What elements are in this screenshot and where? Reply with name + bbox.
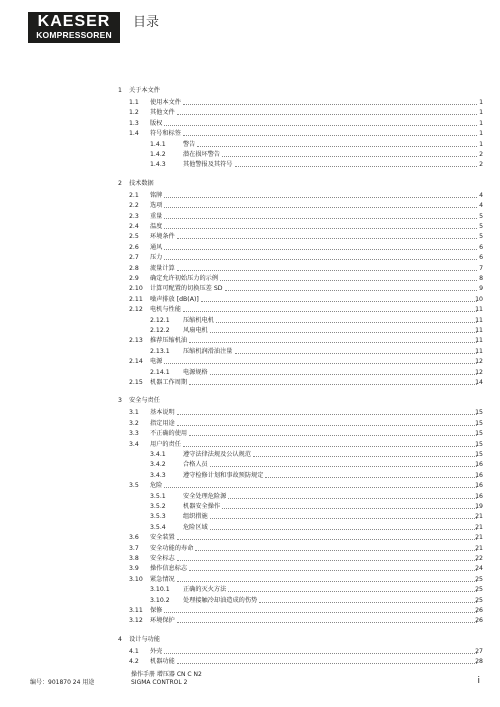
toc-entry-number: 2.12.2 <box>150 327 170 334</box>
toc-entry-title: 符号和标签 <box>150 130 181 138</box>
toc-entry[interactable] <box>0 160 500 170</box>
toc-entry-page: 15 <box>475 430 483 438</box>
toc-entry[interactable] <box>0 635 500 645</box>
toc-entry-number: 2.3 <box>129 212 139 220</box>
toc-entry-number: 3.4.2 <box>150 461 166 469</box>
toc-leader-dots <box>265 471 477 478</box>
toc-leader-dots <box>225 284 477 291</box>
toc-leader-dots <box>210 368 477 375</box>
toc-entry[interactable] <box>0 396 500 406</box>
toc-entry-number: 3.11 <box>129 607 143 614</box>
toc-leader-dots <box>177 232 477 239</box>
toc-leader-dots <box>164 222 477 229</box>
toc-entry-title: 噪声排放 [dB(A)] <box>150 295 199 303</box>
toc-entry[interactable] <box>0 502 500 512</box>
toc-entry-page: 25 <box>475 586 483 594</box>
toc-entry[interactable] <box>0 616 500 626</box>
toc-entry[interactable] <box>0 440 500 450</box>
toc-entry-title: 安全处理危险源 <box>183 492 227 500</box>
toc-entry[interactable] <box>0 647 500 657</box>
toc-entry[interactable] <box>0 316 500 326</box>
toc-entry-title: 压缩机电机 <box>183 316 214 324</box>
toc-entry-title: 压力 <box>150 254 163 262</box>
toc-entry-title: 通风 <box>150 243 163 251</box>
toc-leader-dots <box>164 212 477 219</box>
toc-entry-number: 2.2 <box>129 202 139 210</box>
toc-entry-page: 11 <box>475 337 483 345</box>
toc-entry-page: 21 <box>475 534 483 542</box>
toc-entry-page: 22 <box>475 555 483 562</box>
toc-entry-title: 潜在损坏警告 <box>183 151 221 158</box>
manual-subtitle: SIGMA CONTROL 2 <box>131 679 188 686</box>
toc-entry-number: 1.4.1 <box>150 140 166 148</box>
toc-entry-number: 1 <box>118 87 122 94</box>
toc-entry-number: 3 <box>118 397 122 405</box>
toc-entry-page: 12 <box>475 358 483 366</box>
toc-entry-title: 遵守法律法规及公认规范 <box>183 451 252 458</box>
toc-leader-dots <box>164 481 477 488</box>
toc-entry-number: 3.4.1 <box>150 451 166 458</box>
toc-leader-dots <box>177 264 477 271</box>
toc-entry[interactable] <box>0 460 500 470</box>
toc-entry-title: 版权 <box>150 119 163 127</box>
toc-entry[interactable] <box>0 98 500 108</box>
manual-title: 操作手册 增压器 CN C N2 <box>131 671 202 678</box>
toc-entry-number: 1.1 <box>129 99 139 106</box>
toc-entry-page: 15 <box>475 419 483 427</box>
toc-entry-number: 1.4.3 <box>150 161 166 169</box>
toc-leader-dots <box>183 440 477 447</box>
toc-entry-number: 2.11 <box>129 295 143 303</box>
toc-entry-title: 电源 <box>150 358 163 366</box>
toc-leader-dots <box>177 533 477 540</box>
toc-entry-title: 安全装置 <box>150 534 175 542</box>
toc-entry-page: 14 <box>475 379 483 386</box>
toc-entry-title: 推荐压缩机油 <box>150 337 188 345</box>
toc-entry-number: 2.5 <box>129 233 139 241</box>
toc-entry-page: 21 <box>475 523 483 531</box>
toc-entry-title: 关于本文件 <box>129 87 160 94</box>
toc-entry-page: 11 <box>475 327 483 334</box>
toc-entry-title: 危险区域 <box>183 523 208 531</box>
toc-entry-title: 铭牌 <box>150 191 163 199</box>
toc-entry[interactable] <box>0 284 500 294</box>
toc-entry-number: 3.7 <box>129 544 139 552</box>
toc-entry-page: 15 <box>475 409 483 417</box>
toc-entry-number: 3.6 <box>129 534 139 542</box>
document-number: 编号：901870 24 用途 <box>30 679 95 686</box>
toc-entry-page: 2 <box>479 161 483 169</box>
toc-entry[interactable] <box>0 140 500 150</box>
toc-entry-title: 合格人员 <box>183 461 208 469</box>
toc-entry-page: 5 <box>479 233 483 241</box>
toc-entry-title: 保修 <box>150 607 163 614</box>
toc-entry-page: 2 <box>479 151 483 158</box>
toc-entry[interactable] <box>0 450 500 460</box>
toc-entry-number: 2.12.1 <box>150 316 170 324</box>
toc-entry[interactable] <box>0 408 500 418</box>
toc-entry[interactable] <box>0 179 500 189</box>
toc-entry-title: 操作信息标志 <box>150 565 188 573</box>
toc-leader-dots <box>164 243 477 250</box>
toc-leader-dots <box>177 419 477 426</box>
toc-entry-title: 环境保护 <box>150 617 175 625</box>
toc-leader-dots <box>228 585 477 592</box>
toc-leader-dots <box>253 450 477 457</box>
toc-entry[interactable] <box>0 368 500 378</box>
toc-leader-dots <box>183 98 477 105</box>
toc-entry[interactable] <box>0 336 500 346</box>
toc-leader-dots <box>189 429 477 436</box>
toc-entry-page: 24 <box>475 565 483 573</box>
toc-entry-number: 1.4.2 <box>150 151 166 158</box>
toc-entry[interactable] <box>0 274 500 284</box>
toc-entry-page: 1 <box>479 109 483 117</box>
toc-entry-title: 遵守检修计划和事故预防规定 <box>183 471 264 479</box>
toc-entry[interactable] <box>0 232 500 242</box>
toc-entry-page: 4 <box>479 202 483 210</box>
toc-entry-page: 6 <box>479 243 483 251</box>
page-footer <box>0 660 500 707</box>
toc-entry[interactable] <box>0 253 500 263</box>
toc-entry-title: 设计与功能 <box>129 635 160 643</box>
toc-leader-dots <box>210 523 477 530</box>
toc-entry-page: 1 <box>479 119 483 127</box>
toc-leader-dots <box>189 336 477 343</box>
toc-entry-number: 3.10 <box>129 575 143 583</box>
toc-entry-number: 2.14.1 <box>150 368 170 376</box>
toc-entry-number: 3.4 <box>129 440 139 448</box>
toc-entry[interactable] <box>0 564 500 574</box>
toc-leader-dots <box>197 140 477 147</box>
toc-entry-page: 21 <box>475 544 483 552</box>
toc-entry-page: 9 <box>479 285 483 293</box>
toc-entry-title: 安全与责任 <box>129 397 160 405</box>
toc-entry[interactable] <box>0 129 500 139</box>
toc-entry-page: 26 <box>475 607 483 614</box>
toc-leader-dots <box>164 357 477 364</box>
toc-leader-dots <box>164 647 477 654</box>
logo-line2: KOMPRESSOREN <box>36 30 112 40</box>
toc-entry-number: 3.8 <box>129 555 139 562</box>
toc-entry-page: 27 <box>475 647 483 655</box>
toc-entry-title: 机器功能 <box>150 658 175 666</box>
toc-entry-page: 6 <box>479 254 483 262</box>
toc-entry-number: 3.4.3 <box>150 471 166 479</box>
toc-entry-title: 正确的灭火方法 <box>183 586 227 594</box>
toc-entry-title: 安全功能的寿命 <box>150 544 194 552</box>
toc-leader-dots <box>164 253 477 260</box>
toc-entry-number: 3.5 <box>129 482 139 490</box>
toc-entry-number: 3.5.1 <box>150 492 166 500</box>
toc-leader-dots <box>210 326 477 333</box>
toc-entry-page: 1 <box>479 140 483 148</box>
toc-entry-number: 3.9 <box>129 565 139 573</box>
toc-entry-page: 8 <box>479 275 483 282</box>
toc-entry[interactable] <box>0 264 500 274</box>
toc-entry-number: 2.14 <box>129 358 143 366</box>
toc-entry[interactable] <box>0 585 500 595</box>
toc-leader-dots <box>183 129 477 136</box>
toc-leader-dots <box>177 575 477 582</box>
toc-entry-page: 16 <box>475 492 483 500</box>
toc-entry[interactable] <box>0 108 500 118</box>
toc-leader-dots <box>195 544 477 551</box>
toc-entry-title: 指定用途 <box>150 419 175 427</box>
toc-entry-page: 7 <box>479 264 483 272</box>
toc-entry[interactable] <box>0 575 500 585</box>
toc-entry[interactable] <box>0 326 500 336</box>
toc-entry-page: 25 <box>475 575 483 583</box>
toc-leader-dots <box>164 606 477 613</box>
toc-entry[interactable] <box>0 295 500 305</box>
toc-entry-title: 用户的责任 <box>150 440 181 448</box>
toc-entry-number: 1.2 <box>129 109 139 117</box>
toc-entry-number: 3.5.4 <box>150 523 166 531</box>
toc-entry[interactable] <box>0 419 500 429</box>
toc-leader-dots <box>164 201 477 208</box>
toc-leader-dots <box>259 596 477 603</box>
toc-entry-page: 25 <box>475 596 483 604</box>
toc-entry-number: 1.3 <box>129 119 139 127</box>
toc-entry-number: 2.4 <box>129 223 139 230</box>
toc-entry-title: 流量计算 <box>150 264 175 272</box>
toc-entry-title: 电机与性能 <box>150 306 181 314</box>
toc-leader-dots <box>210 460 477 467</box>
toc-entry-page: 19 <box>475 503 483 510</box>
page-header <box>0 0 500 52</box>
toc-entry-number: 2.13 <box>129 337 143 345</box>
toc-entry[interactable] <box>0 212 500 222</box>
toc-entry-title: 处理接触冷却油造成的伤势 <box>183 596 258 604</box>
toc-entry-title: 组织措施 <box>183 513 208 521</box>
toc-entry[interactable] <box>0 243 500 253</box>
toc-entry-number: 4.1 <box>129 647 139 655</box>
toc-leader-dots <box>228 492 477 499</box>
toc-entry[interactable] <box>0 191 500 201</box>
toc-entry[interactable] <box>0 201 500 211</box>
toc-entry-number: 2.1 <box>129 191 139 199</box>
kaeser-logo <box>28 12 120 43</box>
toc-entry-number: 2 <box>118 179 122 187</box>
toc-entry-title: 机器安全操作 <box>183 503 221 510</box>
toc-entry-title: 警告 <box>183 140 196 148</box>
toc-entry-title: 温度 <box>150 223 163 230</box>
toc-entry-page: 11 <box>475 316 483 324</box>
toc-entry[interactable] <box>0 523 500 533</box>
toc-entry-page: 5 <box>479 212 483 220</box>
toc-entry[interactable] <box>0 378 500 388</box>
toc-entry-number: 2.9 <box>129 275 139 282</box>
toc-entry-number: 3.5.2 <box>150 503 166 510</box>
toc-entry[interactable] <box>0 544 500 554</box>
toc-entry-number: 3.10.2 <box>150 596 170 604</box>
toc-leader-dots <box>235 160 477 167</box>
toc-entry-page: 11 <box>475 347 483 355</box>
toc-leader-dots <box>183 305 477 312</box>
toc-leader-dots <box>164 119 477 126</box>
toc-leader-dots <box>189 564 477 571</box>
toc-entry[interactable] <box>0 222 500 232</box>
toc-entry-number: 2.7 <box>129 254 139 262</box>
toc-entry[interactable] <box>0 86 500 96</box>
toc-leader-dots <box>177 408 477 415</box>
toc-leader-dots <box>210 512 477 519</box>
toc-entry-title: 选项 <box>150 202 163 210</box>
toc-leader-dots <box>216 316 477 323</box>
toc-entry[interactable] <box>0 596 500 606</box>
toc-entry-page: 4 <box>479 191 483 199</box>
toc-entry[interactable] <box>0 471 500 481</box>
toc-entry-title: 其他文件 <box>150 109 175 117</box>
toc-leader-dots <box>222 502 477 509</box>
toc-leader-dots <box>189 378 477 385</box>
toc-entry-page: 15 <box>475 440 483 448</box>
toc-entry-page: 10 <box>475 295 483 303</box>
toc-entry-number: 3.3 <box>129 430 139 438</box>
toc-entry-title: 压缩机润滑油注量 <box>183 347 233 355</box>
toc-entry-title: 环境条件 <box>150 233 175 241</box>
toc-entry-page: 16 <box>475 482 483 490</box>
toc-entry[interactable] <box>0 512 500 522</box>
toc-entry-page: 28 <box>475 658 483 666</box>
toc-entry-title: 基本说明 <box>150 409 175 417</box>
toc-entry-number: 2.12 <box>129 306 143 314</box>
toc-entry-page: 11 <box>475 306 483 314</box>
toc-leader-dots <box>222 150 477 157</box>
toc-entry[interactable] <box>0 429 500 439</box>
toc-entry-title: 其他警报及其符号 <box>183 161 233 169</box>
toc-entry-title: 技术数据 <box>129 179 154 187</box>
toc-leader-dots <box>177 554 477 561</box>
toc-entry-title: 危险 <box>150 482 163 490</box>
toc-leader-dots <box>177 108 477 115</box>
toc-entry[interactable] <box>0 119 500 129</box>
toc-entry-page: 12 <box>475 368 483 376</box>
toc-entry-title: 计算可配置的切换压差 SD <box>150 285 223 293</box>
toc-entry-number: 4.2 <box>129 658 139 666</box>
toc-leader-dots <box>177 616 477 623</box>
toc-entry-number: 3.5.3 <box>150 513 166 521</box>
toc-entry-number: 2.6 <box>129 243 139 251</box>
toc-leader-dots <box>235 347 477 354</box>
toc-entry[interactable] <box>0 150 500 160</box>
toc-entry-title: 机器工作周期 <box>150 379 188 386</box>
toc-entry[interactable] <box>0 606 500 616</box>
toc-entry[interactable] <box>0 347 500 357</box>
toc-leader-dots <box>220 274 477 281</box>
toc-entry-page: 21 <box>475 513 483 521</box>
toc-entry[interactable] <box>0 533 500 543</box>
page-title: 目录 <box>133 15 160 30</box>
toc-entry-number: 2.13.1 <box>150 347 170 355</box>
toc-entry-title: 风扇电机 <box>183 327 208 334</box>
toc-entry-number: 3.12 <box>129 617 143 625</box>
toc-entry-title: 重量 <box>150 212 163 220</box>
logo-line1: KAESER <box>37 13 111 30</box>
toc-entry-number: 2.10 <box>129 285 143 293</box>
toc-entry-number: 2.15 <box>129 379 143 386</box>
toc-leader-dots <box>201 295 477 302</box>
toc-entry-page: 16 <box>475 471 483 479</box>
toc-entry-number: 2.8 <box>129 264 139 272</box>
toc-entry[interactable] <box>0 357 500 367</box>
toc-entry-number: 3.1 <box>129 409 139 417</box>
toc-entry-title: 确定允许初始压力的示例 <box>150 275 219 282</box>
toc-entry-page: 26 <box>475 617 483 625</box>
toc-entry-number: 4 <box>118 635 122 643</box>
toc-entry[interactable] <box>0 492 500 502</box>
toc-entry[interactable] <box>0 481 500 491</box>
toc-entry-page: 16 <box>475 461 483 469</box>
toc-entry-title: 紧急情况 <box>150 575 175 583</box>
toc-entry-number: 3.10.1 <box>150 586 170 594</box>
toc-entry-title: 安全标志 <box>150 555 175 562</box>
toc-entry-page: 1 <box>479 130 483 138</box>
toc-entry-number: 3.2 <box>129 419 139 427</box>
toc-entry-title: 外壳 <box>150 647 163 655</box>
toc-entry[interactable] <box>0 305 500 315</box>
toc-entry-number: 1.4 <box>129 130 139 138</box>
toc-entry-title: 电源规格 <box>183 368 208 376</box>
toc-leader-dots <box>164 191 477 198</box>
toc-entry-title: 不正确的使用 <box>150 430 188 438</box>
page-number: i <box>477 676 480 686</box>
toc-entry[interactable] <box>0 554 500 564</box>
toc-entry-title: 使用本文件 <box>150 99 181 106</box>
toc-entry-page: 15 <box>475 451 483 458</box>
toc-entry-page: 1 <box>479 99 483 106</box>
toc-entry-page: 5 <box>479 223 483 230</box>
